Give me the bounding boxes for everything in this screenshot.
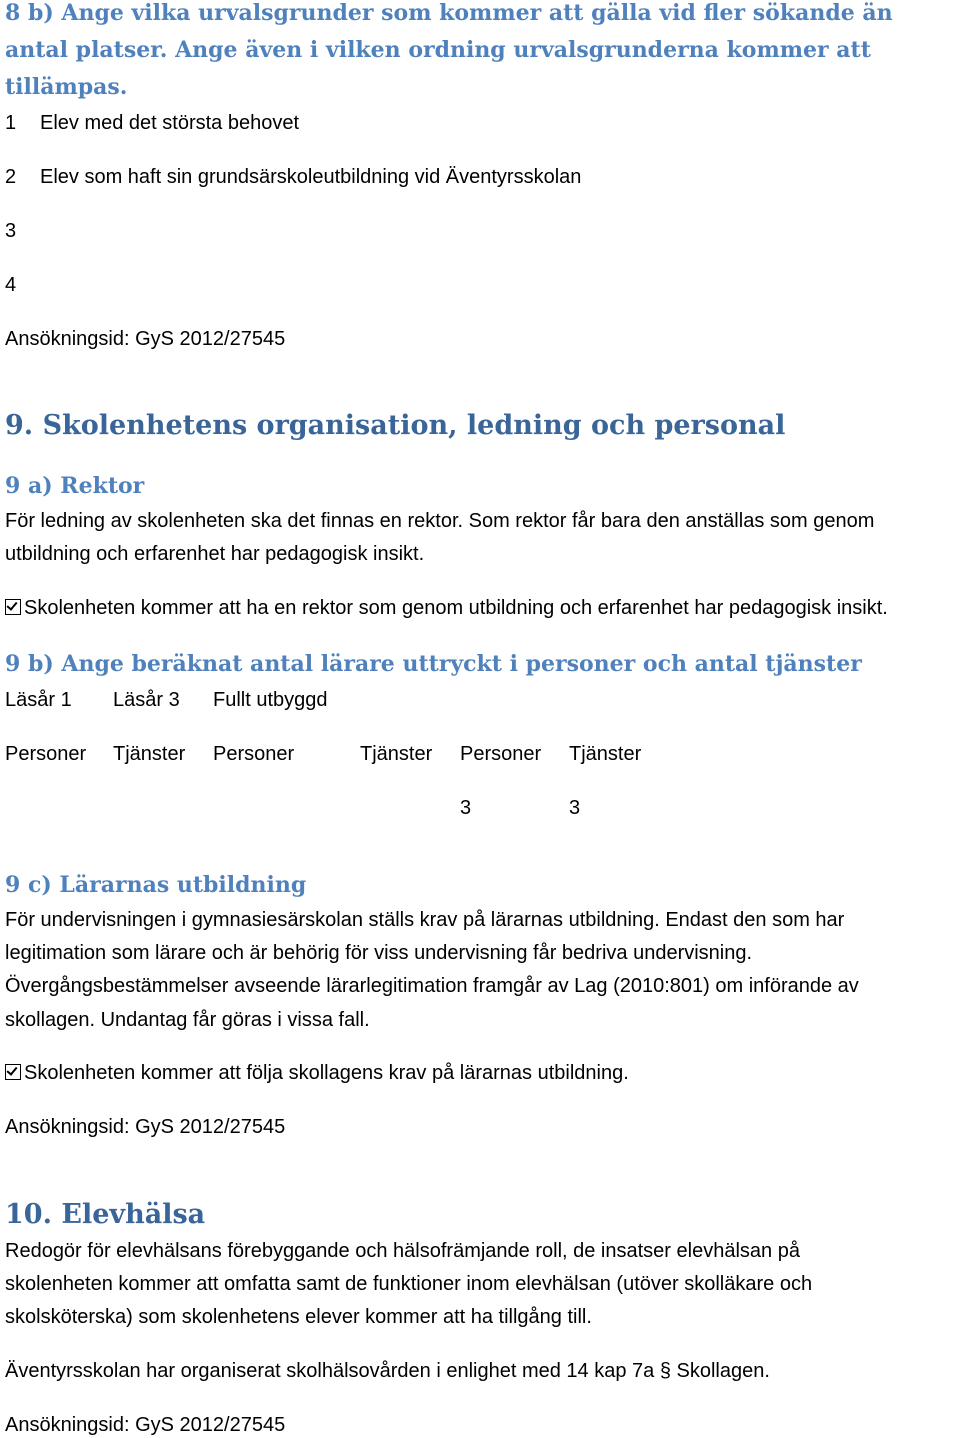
question-8b-heading-line-1: 8 b) Ange vilka urvalsgrunder som kommer att gälla vid fler sökande än: [5, 0, 893, 26]
criteria-text-2: Elev som haft sin grundsärskoleutbildning vid Äventyrsskolan: [40, 166, 582, 188]
checked-checkbox-icon[interactable]: [5, 1064, 21, 1080]
section-9c-text-line-1: För undervisningen i gymnasiesärskolan ställs krav på lärarnas utbildning. Endast den som har: [5, 909, 845, 931]
section-10-text-line-3: skolsköterska) som skolenhetens elever kommer att ha tillgång till.: [5, 1306, 592, 1328]
section-10-text-line-2: skolenheten kommer att omfatta samt de funktioner inom elevhälsan (utöver skolläkare och: [5, 1273, 813, 1295]
criteria-text-1: Elev med det största behovet: [40, 112, 300, 134]
section-10-answer: Äventyrsskolan har organiserat skolhälsovården i enlighet med 14 kap 7a § Skollagen.: [5, 1360, 770, 1382]
column-header: Tjänster: [569, 743, 642, 765]
column-header: Tjänster: [360, 743, 433, 765]
column-header: Personer: [5, 743, 87, 765]
application-id: Ansökningsid: GyS 2012/27545: [5, 1414, 286, 1436]
section-10-text-line-1: Redogör för elevhälsans förebyggande och hälsofrämjande roll, de insatser elevhälsan på: [5, 1240, 800, 1262]
criteria-number-1: 1: [5, 112, 17, 134]
year-header-3: Läsår 3: [113, 689, 180, 711]
table-cell: 3: [569, 797, 581, 819]
column-header: Personer: [460, 743, 542, 765]
criteria-number-4: 4: [5, 274, 17, 296]
section-9c-text-line-3: Övergångsbestämmelser avseende lärarlegitimation framgår av Lag (2010:801) om införande av: [5, 975, 859, 997]
column-header: Tjänster: [113, 743, 186, 765]
section-9c-text-line-4: skollagen. Undantag får göras i vissa fall.: [5, 1009, 370, 1031]
section-10-title: 10. Elevhälsa: [5, 1199, 206, 1230]
criteria-number-2: 2: [5, 166, 17, 188]
teacher-checkbox-label: Skolenheten kommer att följa skollagens krav på lärarnas utbildning.: [24, 1062, 629, 1084]
table-cell: 3: [460, 797, 472, 819]
section-9b-heading: 9 b) Ange beräknat antal lärare uttryckt i personer och antal tjänster: [5, 651, 862, 677]
section-9-title: 9. Skolenhetens organisation, ledning och personal: [5, 410, 786, 441]
section-9a-text-line-2: utbildning och erfarenhet har pedagogisk insikt.: [5, 543, 425, 565]
checked-checkbox-icon[interactable]: [5, 599, 21, 615]
question-8b-heading-line-3: tillämpas.: [5, 74, 128, 100]
section-9a-text-line-1: För ledning av skolenheten ska det finnas en rektor. Som rektor får bara den anställas som genom: [5, 510, 875, 532]
principal-checkbox-row: [5, 596, 888, 620]
application-id: Ansökningsid: GyS 2012/27545: [5, 328, 286, 350]
section-9c-heading: 9 c) Lärarnas utbildning: [5, 872, 307, 898]
year-header-full: Fullt utbyggd: [213, 689, 328, 711]
teacher-checkbox-row: [5, 1061, 629, 1085]
principal-checkbox-label: Skolenheten kommer att ha en rektor som genom utbildning och erfarenhet har pedagogisk insikt.: [24, 597, 888, 619]
section-9a-heading: 9 a) Rektor: [5, 473, 145, 499]
section-9c-text-line-2: legitimation som lärare och är behörig för viss undervisning får bedriva undervisning.: [5, 942, 753, 964]
column-header: Personer: [213, 743, 295, 765]
application-id: Ansökningsid: GyS 2012/27545: [5, 1116, 286, 1138]
year-header-1: Läsår 1: [5, 689, 72, 711]
question-8b-heading-line-2: antal platser. Ange även i vilken ordning urvalsgrunderna kommer att: [5, 37, 871, 63]
criteria-number-3: 3: [5, 220, 17, 242]
